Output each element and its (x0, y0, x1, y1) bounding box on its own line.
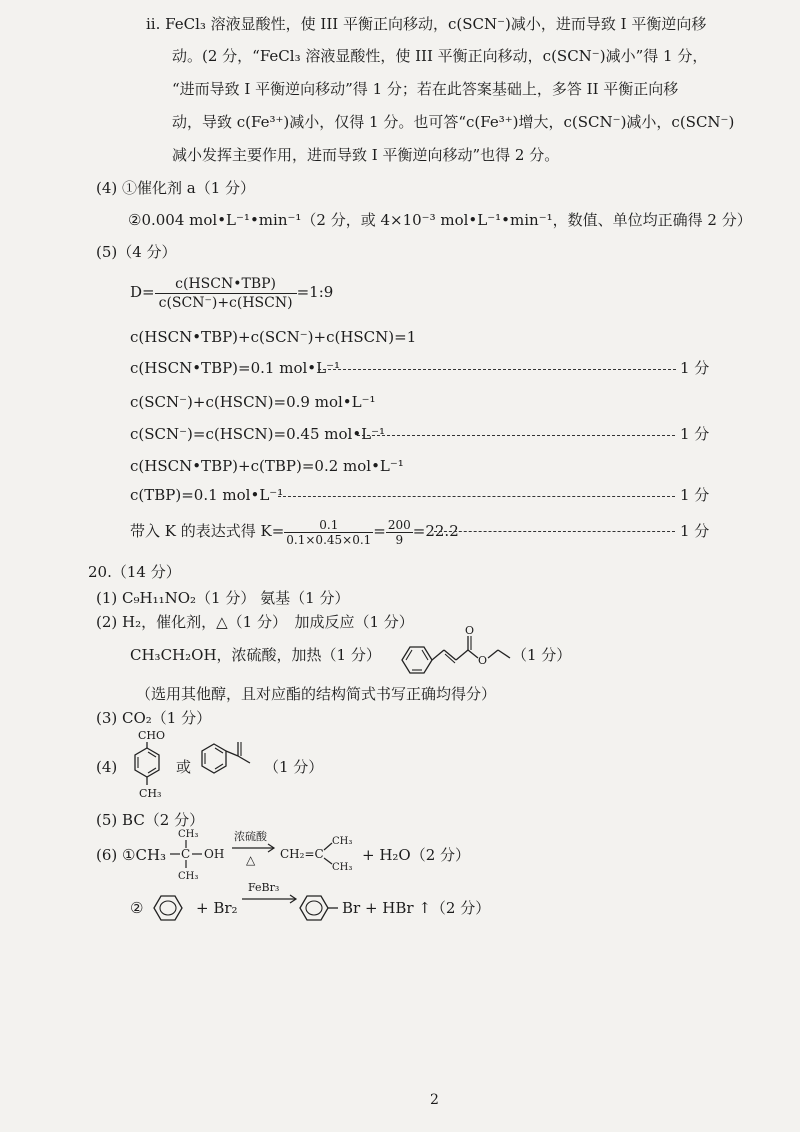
condition-acid: 浓硫酸 (234, 830, 267, 843)
k-denominator: 0.1×0.45×0.1 (286, 532, 372, 547)
d-prefix: D= (130, 283, 155, 301)
score-eq2: 1 分 (680, 359, 710, 377)
q5-equation-3: c(SCN⁻)+c(HSCN)=0.9 mol•L⁻¹ (130, 393, 376, 411)
dotted-leader (357, 435, 675, 436)
q20-part-2-note: （选用其他醇，且对应酯的结构简式书写正确均得分） (136, 685, 497, 703)
q20-part-2-ester-reagent: CH₃CH₂OH，浓硫酸，加热（1 分） (130, 646, 381, 664)
product-alkene: CH₂=C (280, 847, 324, 861)
score-eq4: 1 分 (680, 425, 710, 443)
benzene-reactant (148, 890, 188, 926)
condition-heat: △ (246, 853, 256, 867)
cho-label: CHO (138, 729, 166, 742)
q20-part-6b-label: ② (130, 899, 144, 917)
p-tolualdehyde-structure (126, 728, 176, 804)
q20-part-2-ester-score: （1 分） (512, 646, 572, 664)
central-carbon: C (181, 847, 191, 861)
q5-equation-1: c(HSCN•TBP)+c(SCN⁻)+c(HSCN)=1 (130, 328, 417, 346)
score-eq6: 1 分 (680, 486, 710, 504)
part-ii-line-5: 减小发挥主要作用，进而导致 I 平衡逆向移动”也得 2 分。 (172, 146, 560, 164)
part-ii-line-4: 动，导致 c(Fe³⁺)减小，仅得 1 分。也可答“c(Fe³⁺)增大，c(SCN⁻)减小，c(SCN⁻) (172, 113, 735, 131)
q20-header: 20.（14 分） (88, 563, 181, 581)
part-ii-line-2: 动。(2 分，“FeCl₃ 溶液显酸性，使 III 平衡正向移动，c(SCN⁻)减小”得 1 分， (172, 47, 708, 65)
q20-part-4-score: （1 分） (264, 758, 324, 776)
dotted-leader (318, 369, 676, 370)
q20-part-2: (2) H₂，催化剂，△（1 分） 加成反应（1 分） (96, 613, 414, 631)
product-ch3-b: CH₃ (332, 862, 353, 873)
dotted-leader (434, 531, 675, 532)
ch3-bottom: CH₃ (178, 871, 199, 882)
q20-part-5: (5) BC（2 分） (96, 811, 205, 829)
k-numerator: 0.1 (284, 518, 373, 533)
q5-equation-6: c(TBP)=0.1 mol•L⁻¹ (130, 486, 284, 504)
q5-equation-5: c(HSCN•TBP)+c(TBP)=0.2 mol•L⁻¹ (130, 457, 404, 475)
d-denominator: c(SCN⁻)+c(HSCN) (158, 294, 293, 311)
acetophenone-structure (198, 738, 268, 782)
q20-part-3: (3) CO₂（1 分） (96, 709, 212, 727)
q5-equation-2: c(HSCN•TBP)=0.1 mol•L⁻¹ (130, 359, 341, 377)
ester-carbonyl-o: O (465, 624, 475, 637)
k-fraction-2 (386, 518, 413, 547)
ethyl-cinnamate-structure (392, 624, 532, 674)
q4-rate-answer: ②0.004 mol•L⁻¹•min⁻¹（2 分，或 4×10⁻³ mol•L⁻¹•min⁻¹，数值、单位均正确得 2 分） (128, 211, 752, 229)
q20-part-6b-br2: + Br₂ (196, 899, 238, 917)
q4-label: (4) ①催化剂 a（1 分） (96, 179, 256, 197)
part-ii-line-3: “进而导致 I 平衡逆向移动”得 1 分；若在此答案基础上，多答 II 平衡正向移 (172, 80, 679, 98)
q20-part-4-label: (4) (96, 758, 118, 776)
d-numerator: c(HSCN•TBP) (155, 275, 297, 294)
k-fraction (284, 518, 373, 547)
q5-label: (5)（4 分） (96, 243, 177, 261)
ester-ether-o: O (478, 654, 488, 667)
d-fraction (155, 275, 297, 312)
q5-k-expression (130, 512, 459, 550)
d-ratio: =1:9 (296, 283, 334, 301)
product-ch3-a: CH₃ (332, 836, 353, 847)
score-k: 1 分 (680, 522, 710, 540)
bromobenzene-ring (296, 890, 340, 926)
q20-part-4-or: 或 (176, 758, 192, 776)
q5-distribution-ratio (130, 270, 333, 314)
ch3-top: CH₃ (178, 829, 199, 840)
k-eq: = (373, 522, 386, 540)
q20-part-6-label: (6) ①CH₃ (96, 846, 167, 864)
page-number: 2 (430, 1092, 439, 1108)
k-prefix: 带入 K 的表达式得 K= (130, 522, 285, 540)
catalyst-febr3: FeBr₃ (248, 881, 280, 894)
hydroxyl: OH (204, 847, 225, 861)
q20-part-6b-product: Br + HBr ↑（2 分） (342, 899, 491, 917)
k-denominator-2: 9 (395, 532, 404, 547)
k-numerator-2: 200 (387, 517, 411, 532)
k-result: =22.2 (412, 522, 459, 540)
bromination-arrow (240, 880, 300, 910)
q5-equation-4: c(SCN⁻)=c(HSCN)=0.45 mol•L⁻¹ (130, 425, 386, 443)
q20-part-6-water: + H₂O（2 分） (362, 846, 471, 864)
q20-part-1: (1) C₉H₁₁NO₂（1 分） 氨基（1 分） (96, 589, 350, 607)
dotted-leader (278, 496, 675, 497)
ch3-label: CH₃ (139, 787, 162, 800)
part-ii-line-1: ii. FeCl₃ 溶液显酸性，使 III 平衡正向移动，c(SCN⁻)减小，进而导致 I 平衡逆向移 (146, 15, 707, 33)
